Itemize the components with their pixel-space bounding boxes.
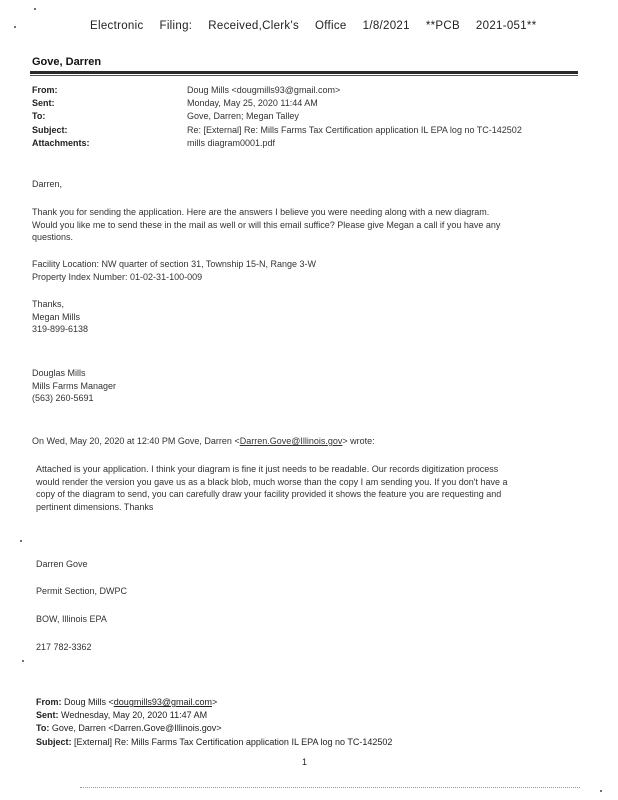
signature-title: Mills Farms Manager	[32, 380, 117, 391]
scan-speck	[600, 790, 602, 792]
fwd-sent-label: Sent:	[36, 710, 59, 720]
stamp-filing: Filing:	[159, 20, 193, 32]
signature-douglas	[32, 367, 572, 405]
fwd-sent-value: Wednesday, May 20, 2020 11:47 AM	[61, 710, 208, 720]
quote-intro-prefix: On Wed, May 20, 2020 at 12:40 PM Gove, Darren <	[32, 436, 240, 446]
stamp-electronic: Electronic	[90, 20, 144, 32]
sent-value: Monday, May 25, 2020 11:44 AM	[187, 98, 318, 108]
paragraph-line: Thank you for sending the application. Here are the answers I believe you were needing along with a new diagram.	[32, 207, 490, 217]
scan-speck	[20, 540, 22, 542]
subject-value: Re: [External] Re: Mills Farms Tax Certification application IL EPA log no TC-142502	[187, 125, 522, 135]
to-value: Gove, Darren; Megan Talley	[187, 111, 299, 121]
quoted-sig-org: BOW, Illinois EPA	[36, 614, 107, 624]
quote-intro-email-link[interactable]: Darren.Gove@Illinois.gov	[239, 436, 343, 446]
property-index-number: Property Index Number: 01-02-31-100-009	[32, 271, 203, 282]
signature-phone: (563) 260-5691	[32, 393, 94, 403]
fwd-subject-value: [External] Re: Mills Farms Tax Certification application IL EPA log no TC-142502	[74, 737, 393, 747]
quoted-line: would render the version you gave us as a black blob, much worse than the copy I am sending you. If you don't have a	[36, 476, 508, 487]
header-rule	[30, 71, 578, 74]
fwd-from-suffix: >	[211, 697, 218, 707]
stamp-case: 2021-051**	[475, 20, 537, 32]
quoted-line: pertinent dimensions. Thanks	[36, 501, 154, 512]
fwd-subject	[36, 736, 392, 749]
to-label: To:	[32, 111, 46, 121]
signature-name: Megan Mills	[32, 311, 81, 322]
signoff: Thanks,	[32, 299, 65, 309]
quoted-sig-section: Permit Section, DWPC	[36, 586, 128, 596]
subject-label: Subject:	[32, 125, 68, 135]
paragraph-line: questions.	[32, 232, 74, 242]
attachments-label: Attachments:	[32, 138, 90, 148]
filing-stamp	[90, 20, 552, 32]
scan-bottom-edge	[80, 787, 580, 789]
stamp-date: 1/8/2021	[362, 20, 410, 32]
fwd-sent	[36, 709, 207, 722]
quoted-line: copy of the diagram to send, you can carefully draw your facility provided it shows the feature you are requesting and	[36, 489, 502, 499]
stamp-received: Received,Clerk's	[208, 20, 299, 32]
quoted-sig-name: Darren Gove	[36, 559, 88, 569]
fwd-from-prefix: Doug Mills <	[64, 697, 114, 707]
facility-location: Facility Location: NW quarter of section 31, Township 15-N, Range 3-W	[32, 259, 316, 269]
scan-speck	[14, 26, 16, 28]
signature-megan	[32, 298, 572, 336]
fwd-to-label: To:	[36, 723, 50, 733]
greeting: Darren,	[32, 179, 63, 189]
scan-speck	[34, 8, 36, 10]
signature-name: Douglas Mills	[32, 368, 86, 378]
quoted-line: Attached is your application. I think your diagram is fine it just needs to be readable. Our records digitization process	[36, 464, 499, 474]
sender-name: Gove, Darren	[32, 56, 102, 68]
from-label: From:	[32, 85, 58, 95]
scan-speck	[22, 660, 24, 662]
fwd-to	[36, 722, 222, 735]
message-paragraph	[32, 206, 572, 244]
fwd-from	[36, 696, 217, 709]
facility-details	[32, 258, 572, 283]
signature-phone: 319-899-6138	[32, 324, 89, 334]
header-rule-thin	[30, 75, 578, 76]
attachment-file[interactable]: mills diagram0001.pdf	[187, 138, 276, 148]
fwd-subject-label: Subject:	[36, 737, 72, 747]
paragraph-line: Would you like me to send these in the mail as well or will this email suffice? Please give Megan a call if you have any	[32, 219, 501, 230]
page-number: 1	[302, 757, 308, 767]
quoted-paragraph	[36, 463, 576, 513]
fwd-to-value: Gove, Darren <Darren.Gove@Illinois.gov>	[51, 723, 222, 733]
quote-intro	[32, 435, 572, 448]
from-value: Doug Mills <dougmills93@gmail.com>	[187, 85, 341, 95]
quoted-sig-phone: 217 782-3362	[36, 642, 92, 652]
sent-label: Sent:	[32, 98, 55, 108]
quote-intro-suffix: > wrote:	[342, 436, 375, 446]
fwd-from-label: From:	[36, 697, 62, 707]
stamp-pcb: **PCB	[425, 20, 460, 32]
stamp-office: Office	[315, 20, 347, 32]
fwd-from-email-link[interactable]: dougmills93@gmail.com	[113, 697, 212, 707]
